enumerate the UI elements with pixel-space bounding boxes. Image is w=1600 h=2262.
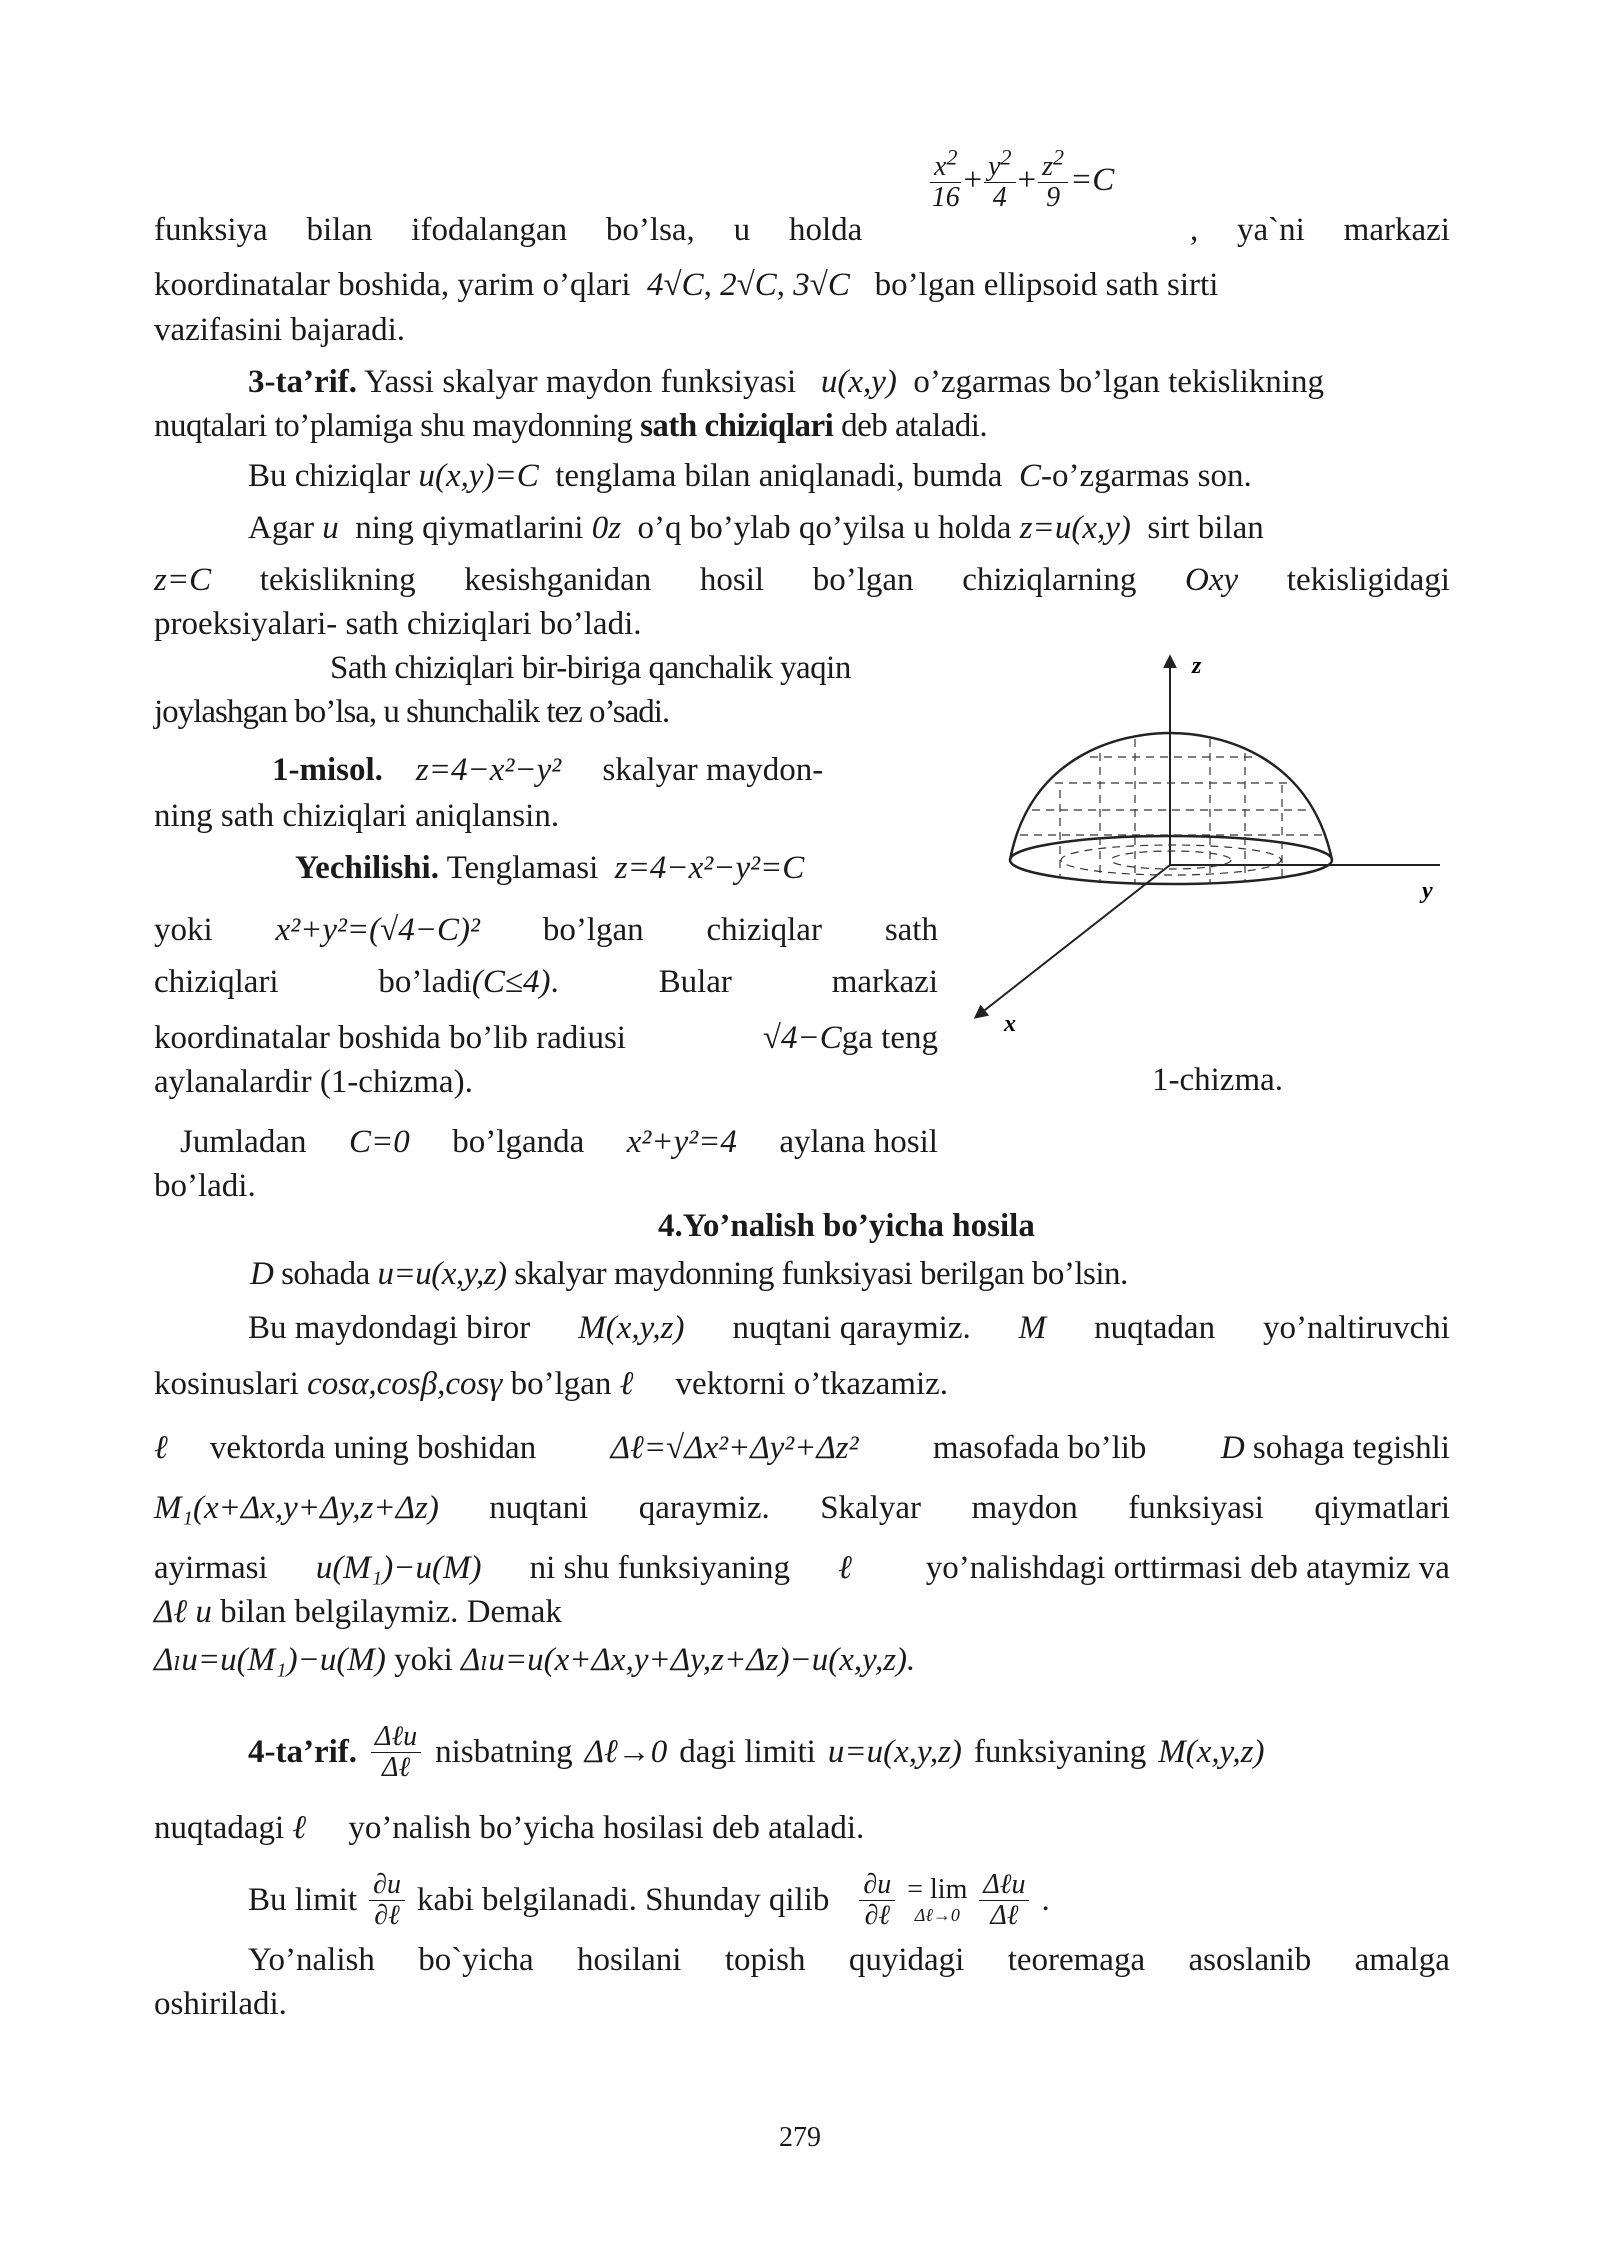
definition-4: 4-ta’rif. $\frac{\text{Δℓu}}{\text{Δℓ}}$ nisbatning Δℓ→0 dagi limiti u=u(x,y,z) funksiyaning M(x,y,z) [248,1720,1265,1783]
text-line: proeksiyalari- sath chiziqlari bo’ladi. [154,606,642,642]
text-line: Jumladan C=0 bo’lganda x²+y²=4 aylana hosil [180,1124,938,1160]
text-line: Agar u ning qiymatlarini 0z o’q bo’ylab qo’yilsa u holda z=u(x,y) sirt bilan [248,510,1264,546]
text-line: D sohada u=u(x,y,z) skalyar maydonning funksiyasi berilgan bo’lsin. [250,1256,1128,1292]
text-line: Bu chiziqlar u(x,y)=C tenglama bilan aniqlanadi, bumda C-o’zgarmas son. [248,458,1252,494]
text-line: Sath chiziqlari bir-biriga qanchalik yaqin [330,650,851,686]
example-1: 1-misol. z=4−x²−y² skalyar maydon- [272,752,824,788]
text-line: nuqtalari to’plamiga shu maydonning sath chiziqlari deb ataladi. [154,408,988,444]
text-line: koordinatalar boshida, yarim o’qlari 4√C, 2√C, 3√C bo’lgan ellipsoid sath sirti [154,267,1219,303]
text-line: joylashgan bo’lsa, u shunchalik tez o’sadi. [154,694,670,730]
section-title: 4.Yo’nalish bo’yicha hosila [658,1208,1035,1244]
solution: Yechilishi. Tenglamasi z=4−x²−y²=C [295,850,805,886]
text-line: Δℓ u bilan belgilaymiz. Demak [154,1594,562,1630]
figure-caption: 1-chizma. [1152,1062,1284,1098]
text-line: oshiriladi. [154,1986,287,2022]
text-line: nuqtadagi ℓ⃗ yo’nalish bo’yicha hosilasi deb ataladi. [154,1810,865,1846]
x-axis-label: x [1004,1011,1016,1037]
hemisphere-figure [970,645,1470,1095]
text-line: chiziqlari bo’ladi(C≤4). Bular markazi [154,964,938,1000]
text-line: yoki x²+y²=(√4−C)² bo’lgan chiziqlar sath [154,912,938,948]
text-line: aylanalardir (1-chizma). [154,1064,473,1100]
limit-line: Bu limit $\frac{\partial u}{\text{∂ℓ}}$ kabi belgilanadi. Shunday qilib $\frac{\partial u}{\text{∂ℓ}}$ = lim Δℓ→0 $\frac{\text{Δℓu}}{\text{Δℓ}}$ . [248,1868,1050,1931]
page-number: 279 [779,2122,821,2153]
z-axis-label: z [1192,653,1202,679]
text-line: ayirmasi u(M₁)−u(M) ni shu funksiyaning ℓ⃗ yo’nalishdagi orttirmasi deb ataymiz va [154,1550,1450,1586]
y-axis-label: y [1422,878,1433,904]
text-line: koordinatalar boshida bo’lib radiusi √4−Cga teng [154,1020,938,1056]
text-line: M₁(x+Δx,y+Δy,z+Δz) nuqtani qaraymiz. Skalyar maydon funksiyasi qiymatlari [154,1490,1450,1526]
text-line: kosinuslari cosα,cosβ,cosγ bo’lgan ℓ⃗ vektorni o’tkazamiz. [154,1366,949,1402]
text-line: z=C tekislikning kesishganidan hosil bo’lgan chiziqlarning Oxy tekisligidagi [154,562,1450,598]
ellipsoid-equation: $\frac{x^2}{16}$ + $\frac{y^2}{4}$ + $\frac{z^2}{9}$ =C [931,144,1115,213]
x-axis [976,865,1170,1017]
text-line: ning sath chiziqlari aniqlansin. [154,798,560,834]
text-line: funksiya bilan ifodalangan bo’lsa, u holda , ya`ni markazi [154,212,1450,248]
text-line: Yo’nalish bo`yicha hosilani topish quyidagi teoremaga asoslanib amalga [248,1942,1450,1978]
text-line: Bu maydondagi biror M(x,y,z) nuqtani qaraymiz. M nuqtadan yo’naltiruvchi [248,1310,1450,1346]
text-line: bo’ladi. [154,1168,256,1204]
text-line: vazifasini bajaradi. [154,312,406,348]
text-line: ℓ⃗ vektorda uning boshidan Δℓ=√Δx²+Δy²+Δz² masofada bo’lib D sohaga tegishli [154,1430,1450,1466]
text-line: Δₗu=u(M₁)−u(M) yoki Δₗu=u(x+Δx,y+Δy,z+Δz)−u(x,y,z). [154,1642,916,1678]
definition-3: 3-ta’rif. Yassi skalyar maydon funksiyasi u(x,y) o’zgarmas bo’lgan tekislikning [248,364,1324,400]
